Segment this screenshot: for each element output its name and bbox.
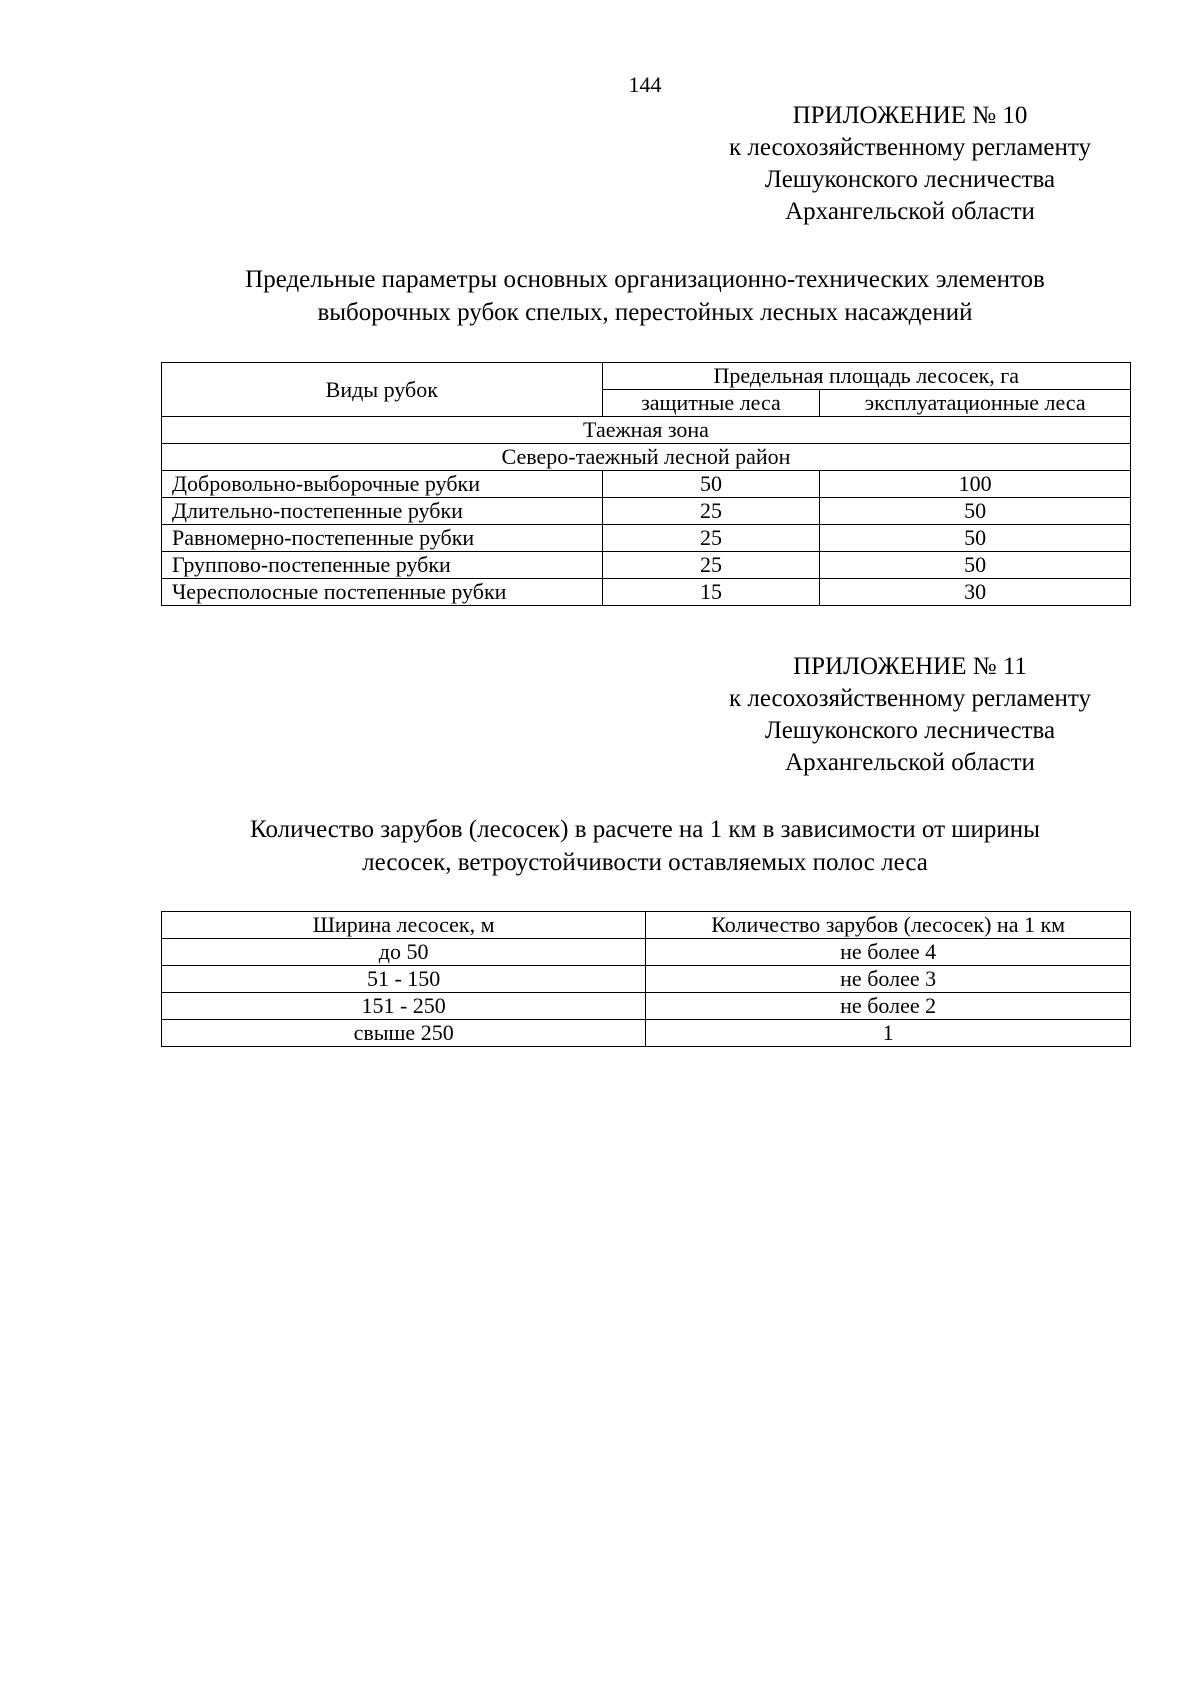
- table-11-title: [150, 813, 1140, 879]
- cutting-limits-table: [161, 362, 1131, 606]
- header-cutting-type: Виды рубок: [162, 363, 603, 417]
- appendix-10-line-2: Лешуконского лесничества: [764, 166, 1056, 193]
- cut-count-cell: 1: [646, 1020, 1131, 1047]
- region-row: [162, 444, 1131, 471]
- protective-value-cell: 15: [602, 579, 820, 606]
- table-header-row: [162, 912, 1131, 939]
- table-row: [162, 966, 1131, 993]
- page-number: 144: [628, 72, 662, 97]
- appendix-11-heading: ПРИЛОЖЕНИЕ № 11: [793, 653, 1027, 680]
- cut-count-cell: не более 4: [646, 939, 1131, 966]
- table-10-title: [150, 263, 1140, 329]
- exploitation-value-cell: 50: [820, 498, 1131, 525]
- appendix-11-line-2: Лешуконского лесничества: [764, 717, 1056, 744]
- appendix-11-line-3: Архангельской области: [785, 749, 1035, 776]
- protective-value-cell: 50: [602, 471, 820, 498]
- cut-count-cell: не более 2: [646, 993, 1131, 1020]
- protective-value-cell: 25: [602, 525, 820, 552]
- cut-count-cell: не более 3: [646, 966, 1131, 993]
- cut-width-cell: 51 - 150: [162, 966, 646, 993]
- protective-value-cell: 25: [602, 498, 820, 525]
- table-11-title-line-2: лесосек, ветроустойчивости оставляемых полос леса: [362, 849, 928, 876]
- header-max-area: Предельная площадь лесосек, га: [602, 363, 1130, 390]
- table-11-title-line-1: Количество зарубов (лесосек) в расчете на 1 км в зависимости от ширины: [250, 816, 1040, 843]
- cutting-type-cell: Равномерно-постепенные рубки: [162, 525, 603, 552]
- cut-width-cell: до 50: [162, 939, 646, 966]
- table-row: [162, 1020, 1131, 1047]
- header-cut-width: Ширина лесосек, м: [162, 912, 646, 939]
- region-label: Северо-таежный лесной район: [162, 444, 1131, 471]
- table-row: [162, 993, 1131, 1020]
- cut-width-cell: 151 - 250: [162, 993, 646, 1020]
- exploitation-value-cell: 50: [820, 525, 1131, 552]
- appendix-10-line-1: к лесохозяйственному регламенту: [728, 134, 1092, 161]
- exploitation-value-cell: 100: [820, 471, 1131, 498]
- appendix-10-heading: ПРИЛОЖЕНИЕ № 10: [792, 102, 1028, 129]
- cut-width-cell: свыше 250: [162, 1020, 646, 1047]
- zone-label: Таежная зона: [162, 417, 1131, 444]
- appendix-10-header: [600, 100, 1200, 228]
- table-row: [162, 552, 1131, 579]
- table-row: [162, 498, 1131, 525]
- header-cut-count: Количество зарубов (лесосек) на 1 км: [646, 912, 1131, 939]
- table-row: [162, 471, 1131, 498]
- table-row: [162, 525, 1131, 552]
- zone-row: [162, 417, 1131, 444]
- table-row: [162, 579, 1131, 606]
- appendix-11-header: [600, 651, 1200, 779]
- table-10-title-line-1: Предельные параметры основных организационно-технических элементов: [245, 266, 1045, 293]
- cutting-type-cell: Группово-постепенные рубки: [162, 552, 603, 579]
- header-exploitation-forests: эксплуатационные леса: [820, 390, 1131, 417]
- appendix-10-line-3: Архангельской области: [785, 198, 1035, 225]
- header-protective-forests: защитные леса: [602, 390, 820, 417]
- table-header-row: [162, 363, 1131, 390]
- exploitation-value-cell: 30: [820, 579, 1131, 606]
- cuts-per-km-table: [161, 911, 1131, 1047]
- cutting-type-cell: Добровольно-выборочные рубки: [162, 471, 603, 498]
- cutting-type-cell: Чересполосные постепенные рубки: [162, 579, 603, 606]
- cutting-type-cell: Длительно-постепенные рубки: [162, 498, 603, 525]
- protective-value-cell: 25: [602, 552, 820, 579]
- appendix-11-line-1: к лесохозяйственному регламенту: [728, 685, 1092, 712]
- table-10-title-line-2: выборочных рубок спелых, перестойных лесных насаждений: [317, 299, 973, 326]
- table-row: [162, 939, 1131, 966]
- exploitation-value-cell: 50: [820, 552, 1131, 579]
